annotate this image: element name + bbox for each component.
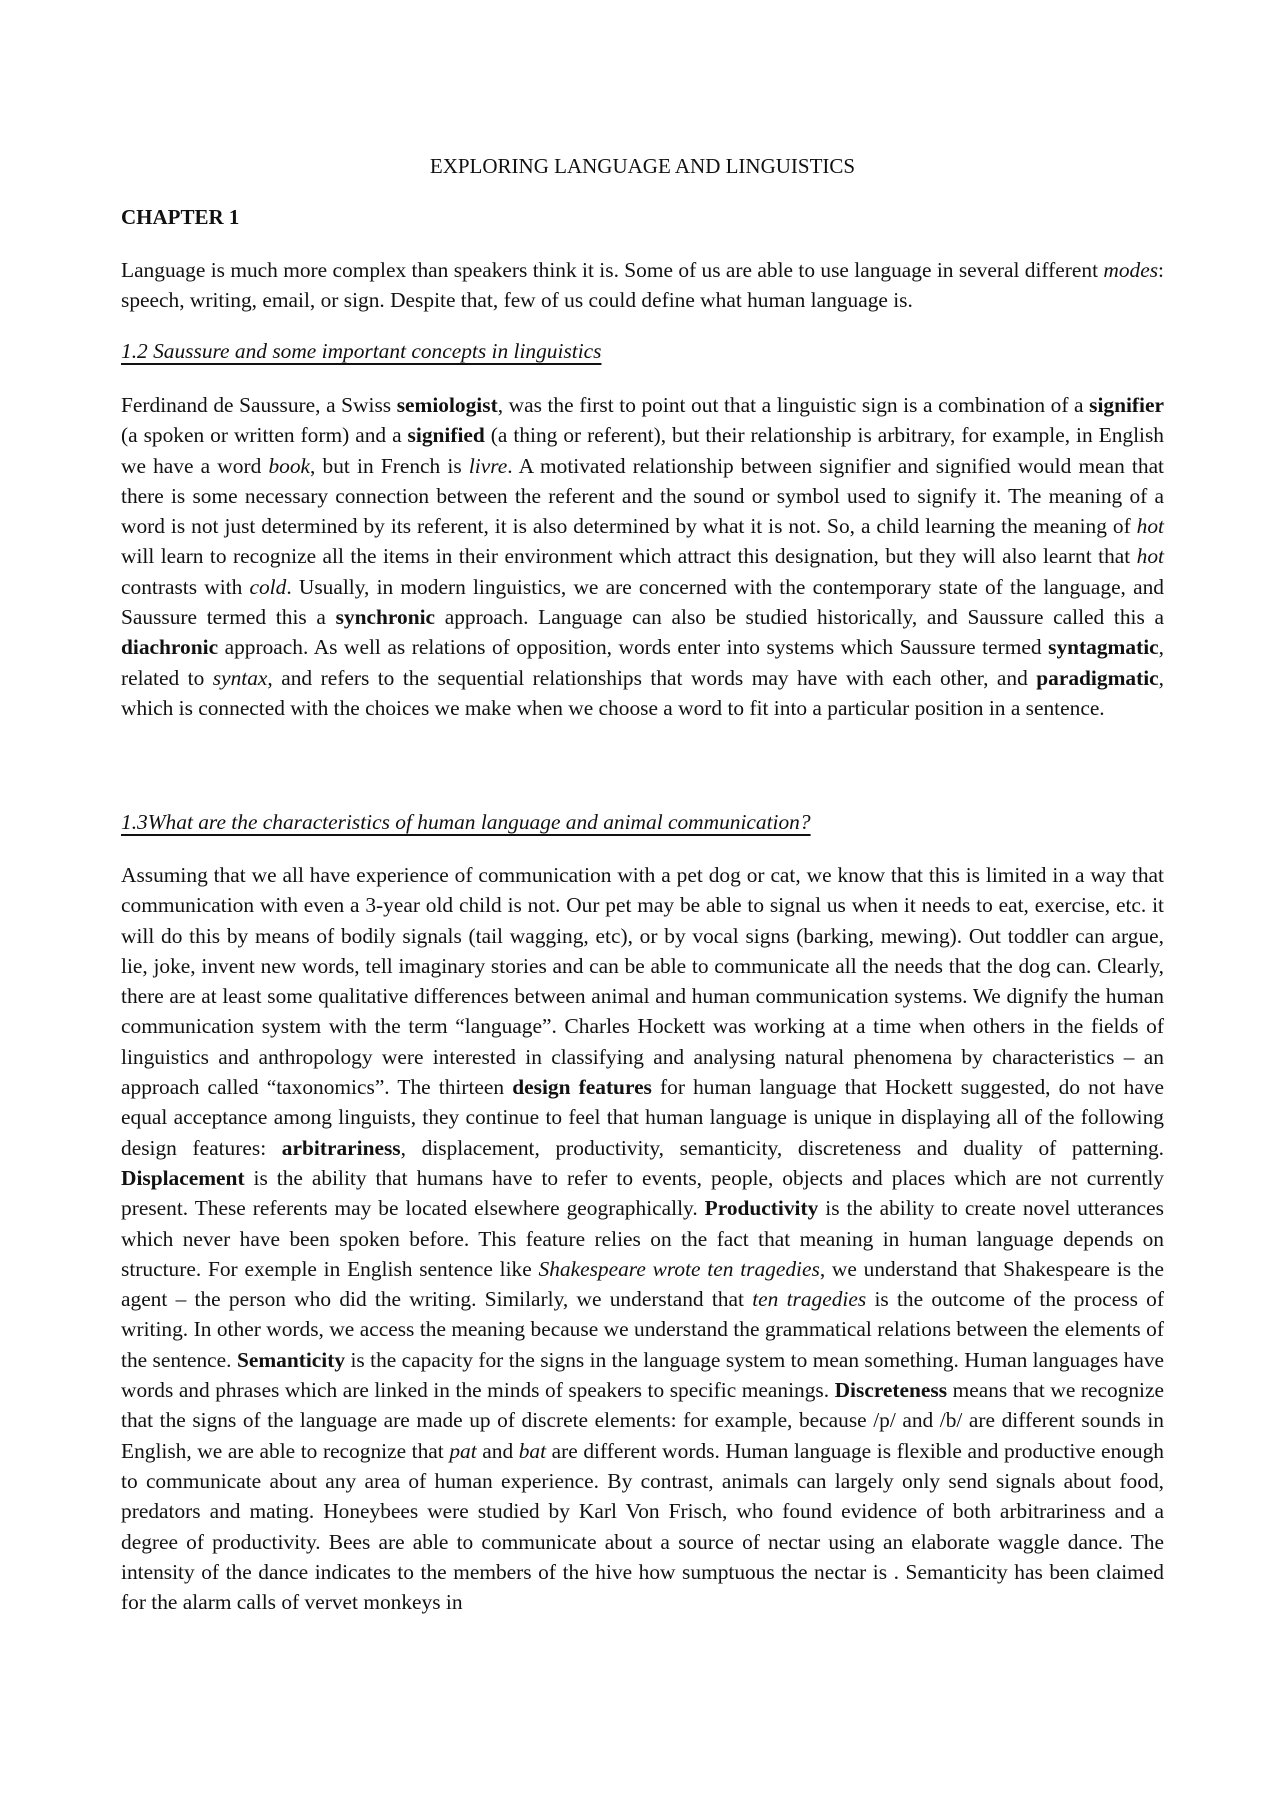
text-run: approach. As well as relations of opposition, words enter into systems which Saussure termed	[218, 635, 1049, 660]
italic-term-livre: livre	[468, 453, 508, 478]
text-run: will learn to recognize all the items in their environment which attract this designation, but they will also learnt that	[121, 544, 1137, 569]
text-run: , which is connected with the choices we make when we choose a word to fit into a particular position in a sentence.	[121, 665, 1164, 720]
bold-term-signified: signified	[407, 423, 485, 448]
bold-term-synchronic: synchronic	[335, 605, 436, 630]
text-run: . A motivated relationship between signifier and signified would mean that there is some necessary connection between the referent and the sound or symbol used to signify it. The meaning of a word is not just determined by its referent, it is also determined by what it is not. So, a child learning the meaning of	[121, 453, 1165, 539]
text-run: is the ability to create novel utterances which never have been spoken before. This feature relies on the fact that meaning in human language depends on structure. For exemple in English sentence like	[121, 1196, 1164, 1281]
text-run: contrasts with	[121, 574, 250, 599]
italic-term-book: book	[268, 453, 311, 478]
saussure-paragraph	[121, 390, 1164, 723]
text-run: (a thing or referent), but their relationship is arbitrary, for example, in English we have a word	[121, 423, 1164, 478]
bold-term-displacement: Displacement	[121, 1165, 245, 1190]
bold-term-semanticity: Semanticity	[236, 1347, 346, 1372]
italic-term-hot: hot	[1136, 514, 1164, 539]
text-run: , related to	[121, 635, 1164, 690]
chapter-heading: CHAPTER 1	[121, 205, 240, 229]
text-run: are different words. Human language is flexible and productive enough to communicate about any area of human experience. By contrast, animals can largely only send signals about food, predators and mating. Honeybees were studied by Karl Von Frisch, who found evidence of both arbitrariness and a degree of productivity. Bees are able to communicate about a source of nectar using an elaborate waggle dance. The intensity of the dance indicates to the members of the hive how sumptuous the nectar is . Semanticity has been claimed for the alarm calls of vervet monkeys in	[121, 1438, 1165, 1615]
text-run: for human language that Hockett suggested, do not have equal acceptance among linguists, they continue to feel that human language is unique in displaying all of the following design features:	[121, 1075, 1164, 1160]
text-run: , displacement, productivity, semanticity, discreteness and duality of patterning.	[400, 1135, 1164, 1160]
italic-example-sentence: Shakespeare wrote ten tragedies	[538, 1256, 820, 1281]
text-run: Ferdinand de Saussure, a Swiss	[121, 393, 397, 417]
text-run: is the outcome of the process of writing. In other words, we access the meaning because we understand the grammatical relations between the elements of the sentence.	[121, 1287, 1164, 1372]
characteristics-paragraph	[121, 860, 1164, 1617]
section-heading-1-3: 1.3What are the characteristics of human language and animal communication?	[121, 810, 811, 834]
bold-term-productivity: Productivity	[704, 1196, 819, 1221]
bold-term-discreteness: Discreteness	[834, 1378, 948, 1403]
bold-term-semiologist: semiologist	[396, 393, 498, 417]
text-run: , we understand that Shakespeare is the agent – the person who did the writing. Similarly, we understand that	[121, 1256, 1164, 1312]
bold-term-diachronic: diachronic	[121, 635, 219, 660]
bold-term-paradigmatic: paradigmatic	[1036, 665, 1159, 690]
text-run: and	[476, 1438, 519, 1463]
text-run: , but in French is	[310, 453, 469, 478]
italic-term-ten-tragedies: ten tragedies	[752, 1287, 867, 1312]
bold-term-signifier: signifier	[1089, 393, 1164, 417]
italic-term-cold: cold	[249, 574, 287, 599]
text-run: is the ability that humans have to refer to events, people, objects and places which are not currently present. These referents may be located elsewhere geographically.	[121, 1165, 1164, 1221]
text-run: Assuming that we all have experience of communication with a pet dog or cat, we know that this is limited in a way that communication with even a 3-year old child is not. Our pet may be able to signal us when it needs to eat, exercise, etc. it will do this by means of bodily signals (tail wagging, etc), or by vocal signs (barking, mewing). Out toddler can argue, lie, joke, invent new words, tell imaginary stories and can be able to communicate all the needs that the dog can. Clearly, there are at least some qualitative differences between animal and human communication systems. We dignify the human communication system with the term “language”. Charles Hockett was working at a time when others in the fields of linguistics and anthropology were interested in classifying and analysing natural phenomena by characteristics – an approach called “taxonomics”. The thirteen	[121, 863, 1164, 1100]
italic-term-hot: hot	[1136, 544, 1164, 569]
text-run: is the capacity for the signs in the language system to mean something. Human languages have words and phrases which are linked in the minds of speakers to specific meanings.	[121, 1347, 1165, 1403]
text-run: Language is much more complex than speakers think it is. Some of us are able to use language in several different	[121, 258, 1104, 282]
text-run: . Usually, in modern linguistics, we are concerned with the contemporary state of the language, and Saussure termed this a	[121, 574, 1164, 630]
bold-term-syntagmatic: syntagmatic	[1048, 635, 1159, 660]
document-title: EXPLORING LANGUAGE AND LINGUISTICS	[429, 154, 856, 178]
text-run: , was the first to point out that a linguistic sign is a combination of a	[497, 393, 1090, 417]
bold-term-arbitrariness: arbitrariness	[281, 1135, 401, 1160]
italic-term-syntax: syntax	[212, 665, 268, 690]
section-heading-1-2: 1.2 Saussure and some important concepts in linguistics	[121, 339, 602, 363]
text-run: (a spoken or written form) and a	[121, 423, 408, 448]
italic-term-bat: bat	[518, 1438, 547, 1463]
italic-term-pat: pat	[449, 1438, 477, 1463]
italic-term-modes: modes	[1103, 258, 1159, 282]
text-run: means that we recognize that the signs of the language are made up of discrete elements: for example, because /p/ and /b/ are different sounds in English, we are able to recognize that	[121, 1378, 1164, 1463]
bold-term-design-features: design features	[512, 1075, 652, 1100]
intro-paragraph	[121, 255, 1164, 316]
text-run: : speech, writing, email, or sign. Despite that, few of us could define what human language is.	[121, 258, 1164, 313]
text-run: approach. Language can also be studied historically, and Saussure called this a	[435, 605, 1164, 630]
text-run: , and refers to the sequential relationships that words may have with each other, and	[267, 665, 1037, 690]
